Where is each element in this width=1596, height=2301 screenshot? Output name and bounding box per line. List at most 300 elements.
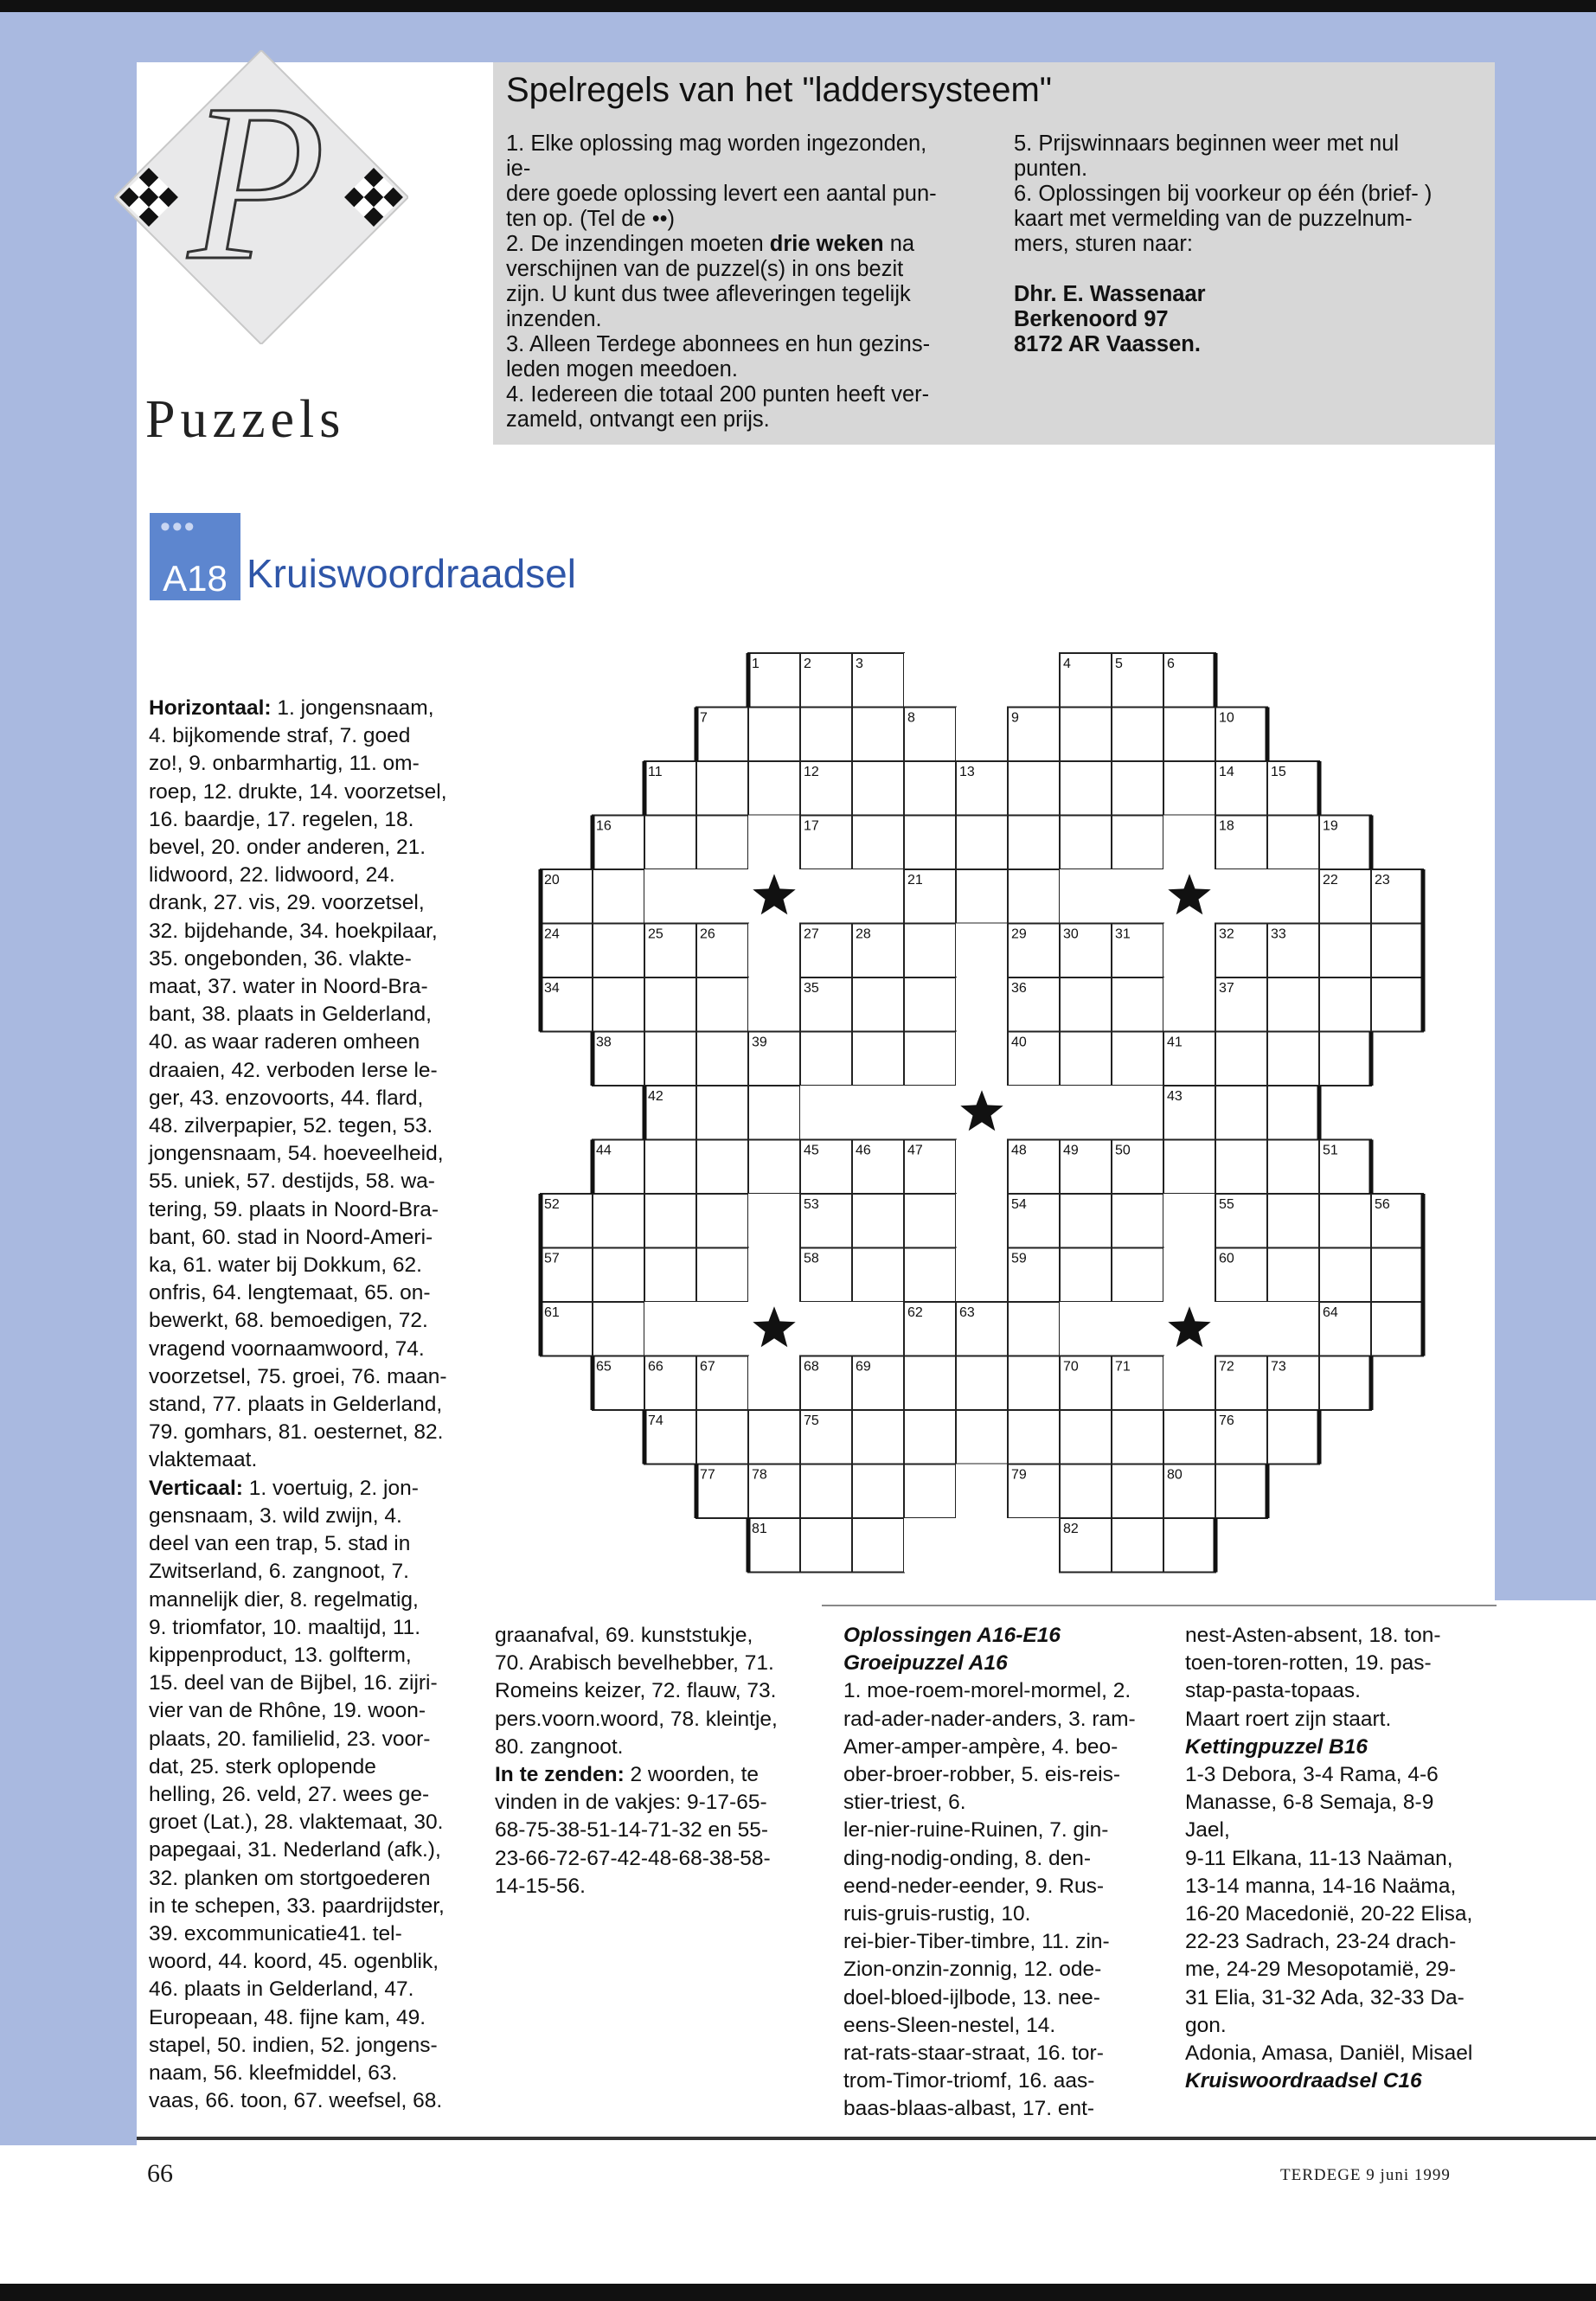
clue-line: woord, 44. koord, 45. ogenblik, [149,1950,439,1974]
cell-number: 34 [544,981,560,996]
grid-cell[interactable] [800,1465,852,1519]
cell-number: 46 [856,1143,871,1158]
clue-line: bant, 38. plaats in Gelderland, [149,1003,432,1027]
grid-block [748,924,800,978]
cell-number: 1 [752,657,760,671]
grid-cell[interactable] [1060,816,1112,870]
grid-cell[interactable] [852,1518,904,1573]
cell-number: 64 [1323,1305,1338,1320]
grid-cell[interactable] [956,869,1008,924]
grid-cell[interactable] [1267,1086,1319,1140]
grid-cell[interactable] [696,1086,748,1140]
grid-cell[interactable] [1112,977,1163,1032]
grid-cell[interactable] [1267,1032,1319,1086]
grid-cell[interactable] [1371,1302,1423,1356]
grid-block [748,1356,800,1411]
rule-line: leden mogen meedoen. [506,357,738,381]
solution-line: 1. moe-roem-morel-mormel, 2. [843,1679,1131,1703]
grid-cell[interactable] [644,816,696,870]
clue-line: gensnaam, 3. wild zwijn, 4. [149,1503,402,1528]
clue-text: 1. jongensnaam, [271,696,434,720]
grid-cell[interactable] [1060,977,1112,1032]
clue-line: 68-75-38-51-14-71-32 en 55- [495,1818,768,1843]
grid-block [644,869,696,924]
grid-block [1060,869,1112,924]
grid-cell[interactable] [644,1032,696,1086]
grid-cell[interactable] [1060,1465,1112,1519]
grid-cell[interactable] [1319,1248,1371,1303]
clue-line: 35. ongebonden, 36. vlakte- [149,946,412,971]
grid-block [1163,816,1215,870]
grid-cell[interactable] [1112,816,1163,870]
grid-cell[interactable] [1215,1140,1267,1195]
cell-number: 8 [907,710,915,726]
cell-number: 23 [1375,873,1390,888]
grid-block [1112,869,1163,924]
grid-block [904,1086,956,1140]
solution-line: baas-blaas-albast, 17. ent- [843,2097,1095,2121]
cell-number: 73 [1271,1359,1286,1375]
cell-number: 26 [700,926,715,942]
logo-letter: P [188,58,326,307]
puzzle-id-badge: A18 [150,557,240,600]
cell-number: 49 [1063,1143,1079,1158]
clue-line: onfris, 64. lengtemaat, 65. on- [149,1281,431,1305]
grid-cell[interactable] [644,1248,696,1303]
clue-line: stand, 77. plaats in Gelderland, [149,1393,443,1417]
grid-cell[interactable] [644,1194,696,1248]
solution-line: 22-23 Sadrach, 23-24 drach- [1185,1930,1457,1954]
solution-line: 13-14 manna, 14-16 Naäma, [1185,1874,1457,1898]
grid-cell[interactable] [1060,1194,1112,1248]
clue-line: 16. baardje, 17. regelen, 18. [149,807,414,831]
clue-line: jongensnaam, 54. hoeveelheid, [149,1142,444,1166]
grid-cell[interactable] [1215,1465,1267,1519]
grid-cell[interactable] [1319,1032,1371,1086]
clue-line: roep, 12. drukte, 14. voorzetsel, [149,779,447,804]
clue-line: vaas, 66. toon, 67. weefsel, 68. [149,2089,443,2113]
grid-cell[interactable] [852,1465,904,1519]
cell-number: 11 [648,765,663,779]
grid-cell[interactable] [800,1032,852,1086]
solution-line: 1-3 Debora, 3-4 Rama, 4-6 [1185,1763,1439,1787]
cell-number: 63 [959,1305,975,1320]
clue-line: groet (Lat.), 28. vlaktemaat, 30. [149,1811,444,1835]
grid-block [1163,977,1215,1032]
clue-line: zo!, 9. onbarmhartig, 11. om- [149,752,420,776]
logo-word: Puzzels [145,390,346,449]
cell-number: 43 [1167,1089,1183,1104]
solution-line: eens-Sleen-nestel, 14. [843,2013,1056,2037]
clue-line: 15. deel van de Bijbel, 16. zijri- [149,1671,438,1695]
solutions-divider [822,1605,1497,1606]
address-line: 8172 AR Vaassen. [1014,332,1201,356]
grid-cell[interactable] [1008,1302,1060,1356]
solution-line: rat-rats-staar-straat, 16. tor- [843,2041,1104,2066]
grid-cell[interactable] [904,816,956,870]
cell-number: 51 [1323,1143,1338,1158]
rule-line: 1. Elke oplossing mag worden ingezonden, ie- [506,131,927,181]
grid-cell[interactable] [904,1356,956,1411]
grid-block [956,1465,1008,1519]
rule-line: verschijnen van de puzzel(s) in ons bezit [506,257,904,281]
cell-number: 16 [596,818,612,834]
grid-block [956,1140,1008,1195]
grid-block [956,1032,1008,1086]
grid-block [1008,653,1060,708]
cell-number: 18 [1219,818,1234,834]
cell-number: 21 [907,873,923,888]
clue-line: Zwitserland, 6. zangnoot, 7. [149,1560,409,1584]
cell-number: 3 [856,657,863,671]
cell-number: 69 [856,1359,871,1375]
grid-cell[interactable] [593,1248,644,1303]
cell-number: 82 [1063,1522,1079,1536]
solution-line: doel-bloed-ijlbode, 13. nee- [843,1985,1100,2009]
clue-line: Romeins keizer, 72. flauw, 73. [495,1679,777,1703]
rule-line: punten. [1014,157,1088,181]
address-line: Dhr. E. Wassenaar [1014,282,1206,306]
cell-number: 28 [856,926,871,942]
grid-cell[interactable] [1267,1140,1319,1195]
rule-line: zameld, ontvangt een prijs. [506,407,770,432]
grid-cell[interactable] [800,1518,852,1573]
solution-line: Groeipuzzel A16 [843,1651,1008,1676]
grid-cell[interactable] [748,1140,800,1195]
rule-line: mers, sturen naar: [1014,232,1193,256]
cell-number: 20 [544,873,560,888]
clue-line: ger, 43. enzovoorts, 44. flard, [149,1086,424,1110]
grid-cell[interactable] [1163,1410,1215,1465]
grid-block [956,1518,1008,1573]
cell-number: 74 [648,1413,663,1428]
grid-cell[interactable] [1215,1086,1267,1140]
grid-cell[interactable] [748,1410,800,1465]
grid-cell[interactable] [748,761,800,816]
grid-cell[interactable] [593,869,644,924]
grid-block [1060,1086,1112,1140]
grid-cell[interactable] [1267,816,1319,870]
cell-number: 79 [1011,1467,1027,1483]
grid-cell[interactable] [1371,1248,1423,1303]
grid-cell[interactable] [1371,977,1423,1032]
solution-line: rei-bier-Tiber-timbre, 11. zin- [843,1930,1110,1954]
grid-block [904,1518,956,1573]
grid-block [748,977,800,1032]
grid-cell[interactable] [904,1465,956,1519]
clue-line: mannelijk dier, 8. regelmatig, [149,1587,419,1612]
cell-number: 38 [596,1035,612,1050]
cell-number: 40 [1011,1035,1027,1050]
grid-cell[interactable] [1112,1032,1163,1086]
solution-line: Amer-amper-ampère, 4. beo- [843,1734,1118,1759]
solution-line: Maart roert zijn staart. [1185,1707,1392,1731]
rule-line: dere goede oplossing levert een aantal pun- [506,182,937,206]
grid-cell[interactable] [1319,1356,1371,1411]
solution-line: toen-toren-rotten, 19. pas- [1185,1651,1432,1676]
grid-cell[interactable] [1112,1194,1163,1248]
clue-line: 14-15-56. [495,1874,586,1898]
grid-cell[interactable] [852,1410,904,1465]
clue-line: bevel, 20. onder anderen, 21. [149,836,426,860]
solution-line: Zion-onzin-zonnig, 12. ode- [843,1958,1102,1982]
clue-line: papegaai, 31. Nederland (afk.), [149,1838,441,1862]
grid-cell[interactable] [904,1194,956,1248]
grid-block [956,653,1008,708]
grid-cell[interactable] [696,1194,748,1248]
cell-number: 42 [648,1089,663,1104]
clue-line [149,1475,469,1503]
clue-line: 55. uniek, 57. destijds, 58. wa- [149,1170,435,1194]
solution-line: gon. [1185,2013,1227,2037]
grid-cell[interactable] [852,761,904,816]
solutions-column-1 [843,1622,1138,2124]
solution-line: Kettingpuzzel B16 [1185,1734,1368,1759]
grid-block [904,653,956,708]
magazine-info: TERDEGE 9 juni 1999 [1280,2166,1451,2184]
grid-cell[interactable] [1060,1032,1112,1086]
cell-number: 7 [700,710,708,726]
clue-line: voorzetsel, 75. groei, 76. maan- [149,1364,447,1388]
grid-cell[interactable] [1163,1140,1215,1195]
clue-line: lidwoord, 22. lidwoord, 24. [149,863,395,888]
cell-number: 54 [1011,1197,1027,1212]
cell-number: 55 [1219,1197,1234,1212]
grid-block [748,816,800,870]
grid-cell[interactable] [696,977,748,1032]
clue-line: bant, 60. stad in Noord-Ameri- [149,1225,433,1249]
scan-edge-bottom [0,2284,1596,2301]
cell-number: 29 [1011,926,1027,942]
rule-line: 3. Alleen Terdege abonnees en hun gezins- [506,332,931,356]
clue-line: 46. plaats in Gelderland, 47. [149,1977,414,2002]
grid-cell[interactable] [1112,708,1163,762]
cell-number: 56 [1375,1197,1390,1212]
grid-cell[interactable] [748,708,800,762]
rule-line: kaart met vermelding van de puzzelnum- [1014,207,1413,231]
clue-line: Europeaan, 48. fijne kam, 49. [149,2005,426,2029]
grid-cell[interactable] [1267,977,1319,1032]
solution-line: nest-Asten-absent, 18. ton- [1185,1624,1441,1647]
grid-block [1008,1518,1060,1573]
cell-number: 66 [648,1359,663,1375]
grid-cell[interactable] [904,924,956,978]
grid-cell[interactable] [696,761,748,816]
cell-number: 61 [544,1305,560,1320]
cell-number: 6 [1167,657,1175,671]
grid-block [956,977,1008,1032]
grid-block [1215,869,1267,924]
solution-line: stap-pasta-topaas. [1185,1679,1361,1703]
cell-number: 27 [804,926,819,942]
grid-block [1112,1086,1163,1140]
cell-number: 33 [1271,926,1286,942]
cell-number: 65 [596,1359,612,1375]
grid-cell[interactable] [593,1194,644,1248]
clue-line: vinden in de vakjes: 9-17-65- [495,1791,767,1815]
grid-cell[interactable] [1112,1465,1163,1519]
clue-line: naam, 56. kleefmiddel, 63. [149,2061,398,2085]
solution-line: ding-nodig-onding, 8. den- [843,1846,1092,1870]
cell-number: 57 [544,1251,560,1266]
grid-cell[interactable] [1008,869,1060,924]
grid-cell[interactable] [852,1248,904,1303]
clue-line: bewerkt, 68. bemoedigen, 72. [149,1309,428,1333]
grid-cell[interactable] [696,1140,748,1195]
grid-cell[interactable] [1267,1248,1319,1303]
grid-block [696,869,748,924]
grid-block [800,1302,852,1356]
grid-cell[interactable] [1008,761,1060,816]
grid-cell[interactable] [1371,924,1423,978]
cell-number: 15 [1271,765,1286,779]
page-number: 66 [147,2159,173,2188]
solution-line: 16-20 Macedonië, 20-22 Elisa, [1185,1902,1473,1926]
grid-block [800,869,852,924]
grid-cell[interactable] [904,977,956,1032]
grid-cell[interactable] [696,1248,748,1303]
grid-cell[interactable] [800,708,852,762]
clue-line: drank, 27. vis, 29. voorzetsel, [149,891,425,915]
clue-line: 80. zangnoot. [495,1734,624,1759]
grid-cell[interactable] [593,977,644,1032]
grid-cell[interactable] [852,816,904,870]
grid-cell[interactable] [1319,924,1371,978]
clue-line [149,695,469,722]
grid-block [1008,1086,1060,1140]
rule-line: 4. Iedereen die totaal 200 punten heeft ver- [506,382,930,407]
grid-block [1163,1248,1215,1303]
clues-column-2 [495,1622,798,1900]
cell-number: 47 [907,1143,923,1158]
cell-number: 68 [804,1359,819,1375]
cell-number: 81 [752,1522,767,1536]
grid-cell[interactable] [852,708,904,762]
solution-line: Oplossingen A16-E16 [843,1624,1061,1647]
cell-number: 76 [1219,1413,1234,1428]
grid-block [1163,924,1215,978]
grid-cell[interactable] [696,1410,748,1465]
grid-block [748,1248,800,1303]
solution-line: trom-Timor-triomf, 16. aas- [843,2069,1095,2093]
grid-cell[interactable] [1060,1410,1112,1465]
grid-cell[interactable] [1060,708,1112,762]
grid-cell[interactable] [1267,1410,1319,1465]
grid-cell[interactable] [748,1086,800,1140]
cell-number: 36 [1011,981,1027,996]
cell-number: 71 [1115,1359,1131,1375]
grid-cell[interactable] [1060,1248,1112,1303]
grid-cell[interactable] [696,1032,748,1086]
rule-line: 5. Prijswinnaars beginnen weer met nul [1014,131,1400,156]
solution-line: ruis-gruis-rustig, 10. [843,1902,1031,1926]
grid-cell[interactable] [1215,1032,1267,1086]
grid-cell[interactable] [1008,1356,1060,1411]
grid-cell[interactable] [956,1356,1008,1411]
cell-number: 50 [1115,1143,1131,1158]
grid-block [956,1194,1008,1248]
cell-number: 17 [804,818,819,834]
grid-cell[interactable] [904,1248,956,1303]
clue-line: stapel, 50. indien, 52. jongens- [149,2033,438,2057]
cell-number: 19 [1323,818,1338,834]
grid-cell[interactable] [1163,708,1215,762]
grid-cell[interactable] [1319,977,1371,1032]
grid-cell[interactable] [852,977,904,1032]
grid-cell[interactable] [956,816,1008,870]
grid-cell[interactable] [1112,1410,1163,1465]
clue-label: Verticaal: [149,1476,243,1500]
grid-cell[interactable] [852,1194,904,1248]
grid-cell[interactable] [593,1302,644,1356]
grid-block [1267,869,1319,924]
solutions-column-2 [1185,1622,1479,2095]
grid-cell[interactable] [1112,1518,1163,1573]
puzzle-title: Kruiswoordraadsel [247,551,576,596]
grid-block [956,1248,1008,1303]
cell-number: 35 [804,981,819,996]
clue-line: vlaktemaat. [149,1448,258,1472]
clue-text: 1. voertuig, 2. jon- [242,1476,419,1500]
solution-line: Kruiswoordraadsel C16 [1185,2069,1422,2093]
solution-line: ober-broer-robber, 5. eis-reis- [843,1763,1120,1787]
clue-line: kippenproduct, 13. golfterm, [149,1643,412,1667]
grid-cell[interactable] [644,1140,696,1195]
grid-cell[interactable] [956,1410,1008,1465]
grid-cell[interactable] [1008,816,1060,870]
grid-block [852,869,904,924]
grid-block [1112,1302,1163,1356]
grid-block [852,1086,904,1140]
solution-line: eend-neder-eender, 9. Rus- [843,1874,1104,1898]
grid-cell[interactable] [1163,761,1215,816]
grid-cell[interactable] [644,977,696,1032]
cell-number: 14 [1219,765,1234,779]
clue-line: helling, 26. veld, 27. wees ge- [149,1782,430,1806]
rule-line: ten op. (Tel de ••) [506,207,676,231]
clue-line: 40. as waar raderen omheen [149,1030,420,1054]
solution-line: rad-ader-nader-anders, 3. ram- [843,1707,1136,1731]
grid-cell[interactable] [904,1410,956,1465]
clue-line: draaien, 42. verboden Ierse le- [149,1058,438,1082]
grid-cell[interactable] [593,924,644,978]
clue-line: vier van de Rhône, 19. woon- [149,1699,426,1723]
cell-number: 70 [1063,1359,1079,1375]
grid-block [800,1086,852,1140]
cell-number: 2 [804,657,811,671]
grid-cell[interactable] [1163,1518,1215,1573]
grid-cell[interactable] [696,816,748,870]
cell-number: 13 [959,765,975,779]
grid-cell[interactable] [852,1032,904,1086]
grid-cell[interactable] [1060,761,1112,816]
grid-cell[interactable] [904,761,956,816]
grid-cell[interactable] [1112,1248,1163,1303]
cell-number: 58 [804,1251,819,1266]
cell-number: 67 [700,1359,715,1375]
grid-cell[interactable] [1267,1194,1319,1248]
grid-cell[interactable] [1112,761,1163,816]
grid-cell[interactable] [1319,1194,1371,1248]
cell-number: 9 [1011,710,1019,726]
clue-line: 39. excommunicatie41. tel- [149,1921,402,1945]
cell-number: 5 [1115,657,1123,671]
cell-number: 59 [1011,1251,1027,1266]
clue-line: deel van een trap, 5. stad in [149,1532,411,1556]
grid-cell[interactable] [904,1032,956,1086]
grid-cell[interactable] [1008,1410,1060,1465]
clue-line: in te schepen, 33. paardrijdster, [149,1894,445,1918]
